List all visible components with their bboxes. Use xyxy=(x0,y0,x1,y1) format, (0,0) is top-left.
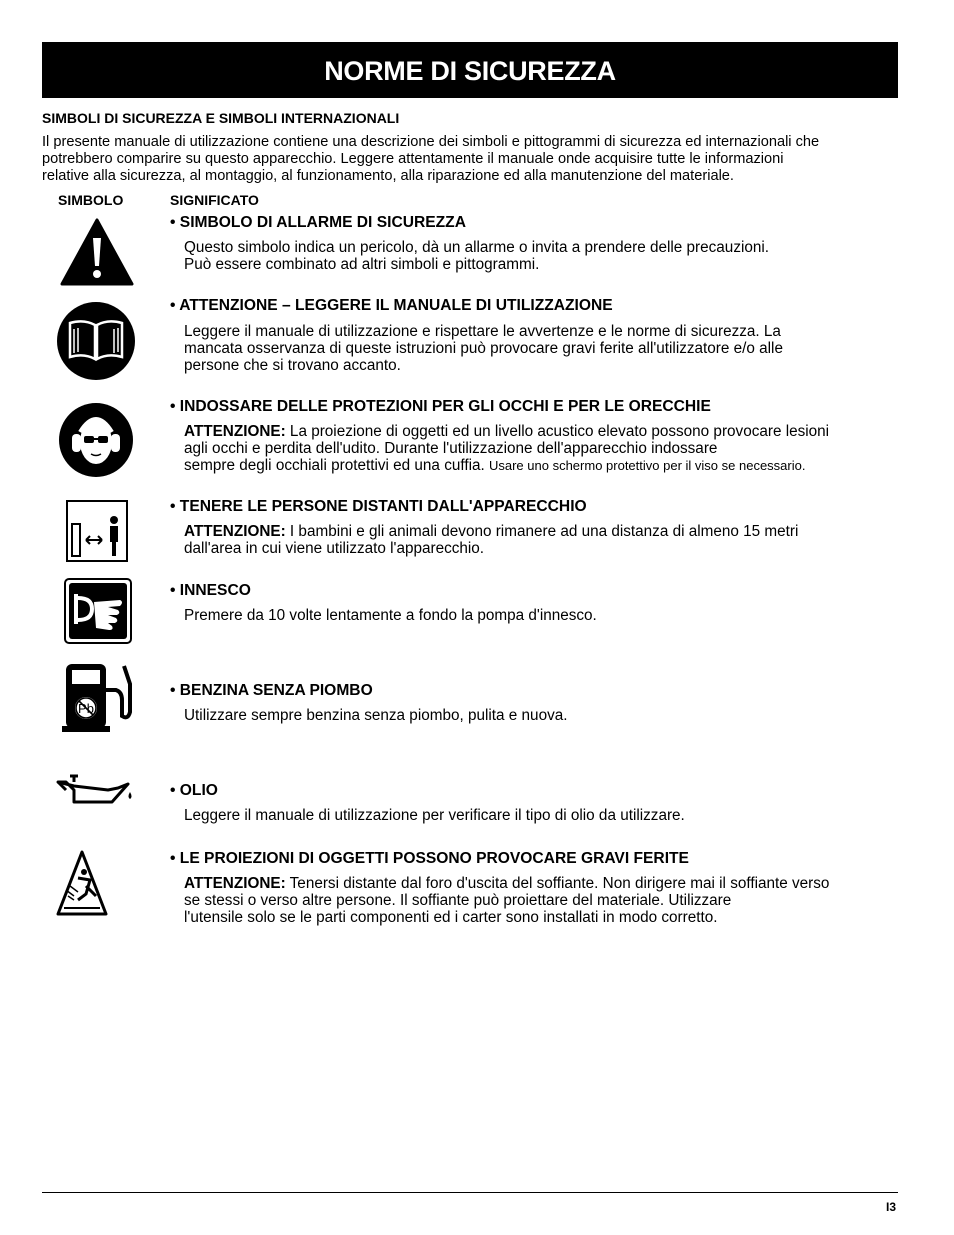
eye-ear-protection-icon xyxy=(58,402,134,478)
symbol-description xyxy=(184,524,892,558)
symbol-description xyxy=(184,424,892,474)
column-header-meaning: SIGNIFICATO xyxy=(170,192,259,208)
symbol-title: • LE PROIEZIONI DI OGGETTI POSSONO PROVOCARE GRAVI FERITE xyxy=(170,850,689,867)
desc-line: La proiezione di oggetti ed un livello acustico elevato possono provocare lesioni xyxy=(285,423,830,440)
desc-line: Questo simbolo indica un pericolo, dà un allarme o invita a prendere delle precauzioni. xyxy=(184,239,770,256)
intro-line: Il presente manuale di utilizzazione contiene una descrizione dei simboli e pittogrammi di sicurezza ed internazionali che xyxy=(42,134,820,150)
desc-line: l'utensile solo se le parti componenti ed i carter sono installati in modo corretto. xyxy=(184,908,718,926)
safety-alert-triangle-icon xyxy=(60,218,134,286)
unleaded-fuel-icon xyxy=(62,660,134,734)
primer-bulb-icon xyxy=(64,578,132,644)
desc-line: Tenersi distante dal foro d'uscita del soffiante. Non dirigere mai il soffiante verso xyxy=(285,875,830,892)
symbol-description xyxy=(184,876,892,926)
symbol-title: • INDOSSARE DELLE PROTEZIONI PER GLI OCCHI E PER LE ORECCHIE xyxy=(170,398,711,415)
read-manual-icon xyxy=(56,301,136,381)
warning-label: ATTENZIONE: xyxy=(184,875,286,892)
desc-line: Può essere combinato ad altri simboli e pittogrammi. xyxy=(184,255,540,273)
symbol-description xyxy=(184,240,892,274)
symbol-title: • BENZINA SENZA PIOMBO xyxy=(170,682,373,699)
desc-line: Leggere il manuale di utilizzazione per verificare il tipo di olio da utilizzare. xyxy=(184,807,685,824)
desc-line: agli occhi e perdita dell'udito. Durante l'utilizzazione dell'apparecchio indossare xyxy=(184,439,718,457)
symbol-title: • SIMBOLO DI ALLARME DI SICUREZZA xyxy=(170,214,466,231)
intro-line: potrebbero comparire su questo apparecchio. Leggere attentamente il manuale onde acquisire tutte le informazioni xyxy=(42,151,784,167)
column-header-symbol: SIMBOLO xyxy=(58,192,124,208)
desc-line: Premere da 10 volte lentamente a fondo la pompa d'innesco. xyxy=(184,607,597,624)
desc-line: mancata osservanza di queste istruzioni può provocare gravi ferite all'utilizzatore e/o alle xyxy=(184,339,783,357)
symbol-title: • INNESCO xyxy=(170,582,251,599)
keep-distance-icon xyxy=(66,500,128,562)
desc-line: dall'area in cui viene utilizzato l'apparecchio. xyxy=(184,539,485,557)
header-banner xyxy=(42,42,898,98)
thrown-objects-icon xyxy=(56,850,108,918)
desc-line: se stessi o verso altre persone. Il soffiante può proiettare del materiale. Utilizzare xyxy=(184,891,732,909)
symbol-description xyxy=(184,708,892,725)
intro-paragraph xyxy=(42,134,892,185)
desc-line: persone che si trovano accanto. xyxy=(184,356,401,374)
symbol-title: • OLIO xyxy=(170,782,218,799)
oil-can-icon xyxy=(56,772,136,808)
desc-line: Utilizzare sempre benzina senza piombo, pulita e nuova. xyxy=(184,707,568,724)
intro-line: relative alla sicurezza, al montaggio, al funzionamento, alla riparazione ed alla manutenzione del materiale. xyxy=(42,168,734,184)
warning-label: ATTENZIONE: xyxy=(184,523,286,540)
desc-note: Usare uno schermo protettivo per il viso se necessario. xyxy=(488,457,806,473)
symbol-description xyxy=(184,808,892,825)
desc-line: Leggere il manuale di utilizzazione e rispettare le avvertenze e le norme di sicurezza. La xyxy=(184,323,781,340)
symbol-description xyxy=(184,608,892,625)
warning-label: ATTENZIONE: xyxy=(184,423,286,440)
desc-line: I bambini e gli animali devono rimanere ad una distanza di almeno 15 metri xyxy=(285,523,799,540)
symbol-title: • ATTENZIONE – LEGGERE IL MANUALE DI UTILIZZAZIONE xyxy=(170,297,613,314)
symbol-title: • TENERE LE PERSONE DISTANTI DALL'APPARECCHIO xyxy=(170,498,587,515)
page-number: I3 xyxy=(885,1200,896,1214)
page-title: NORME DI SICUREZZA xyxy=(324,56,616,86)
lead-symbol-label: Pb xyxy=(78,701,94,716)
symbol-description xyxy=(184,324,892,374)
desc-line: sempre degli occhiali protettivi ed una cuffia. xyxy=(184,456,489,474)
section-title: SIMBOLI DI SICUREZZA E SIMBOLI INTERNAZIONALI xyxy=(42,110,400,126)
footer-divider xyxy=(42,1192,898,1193)
